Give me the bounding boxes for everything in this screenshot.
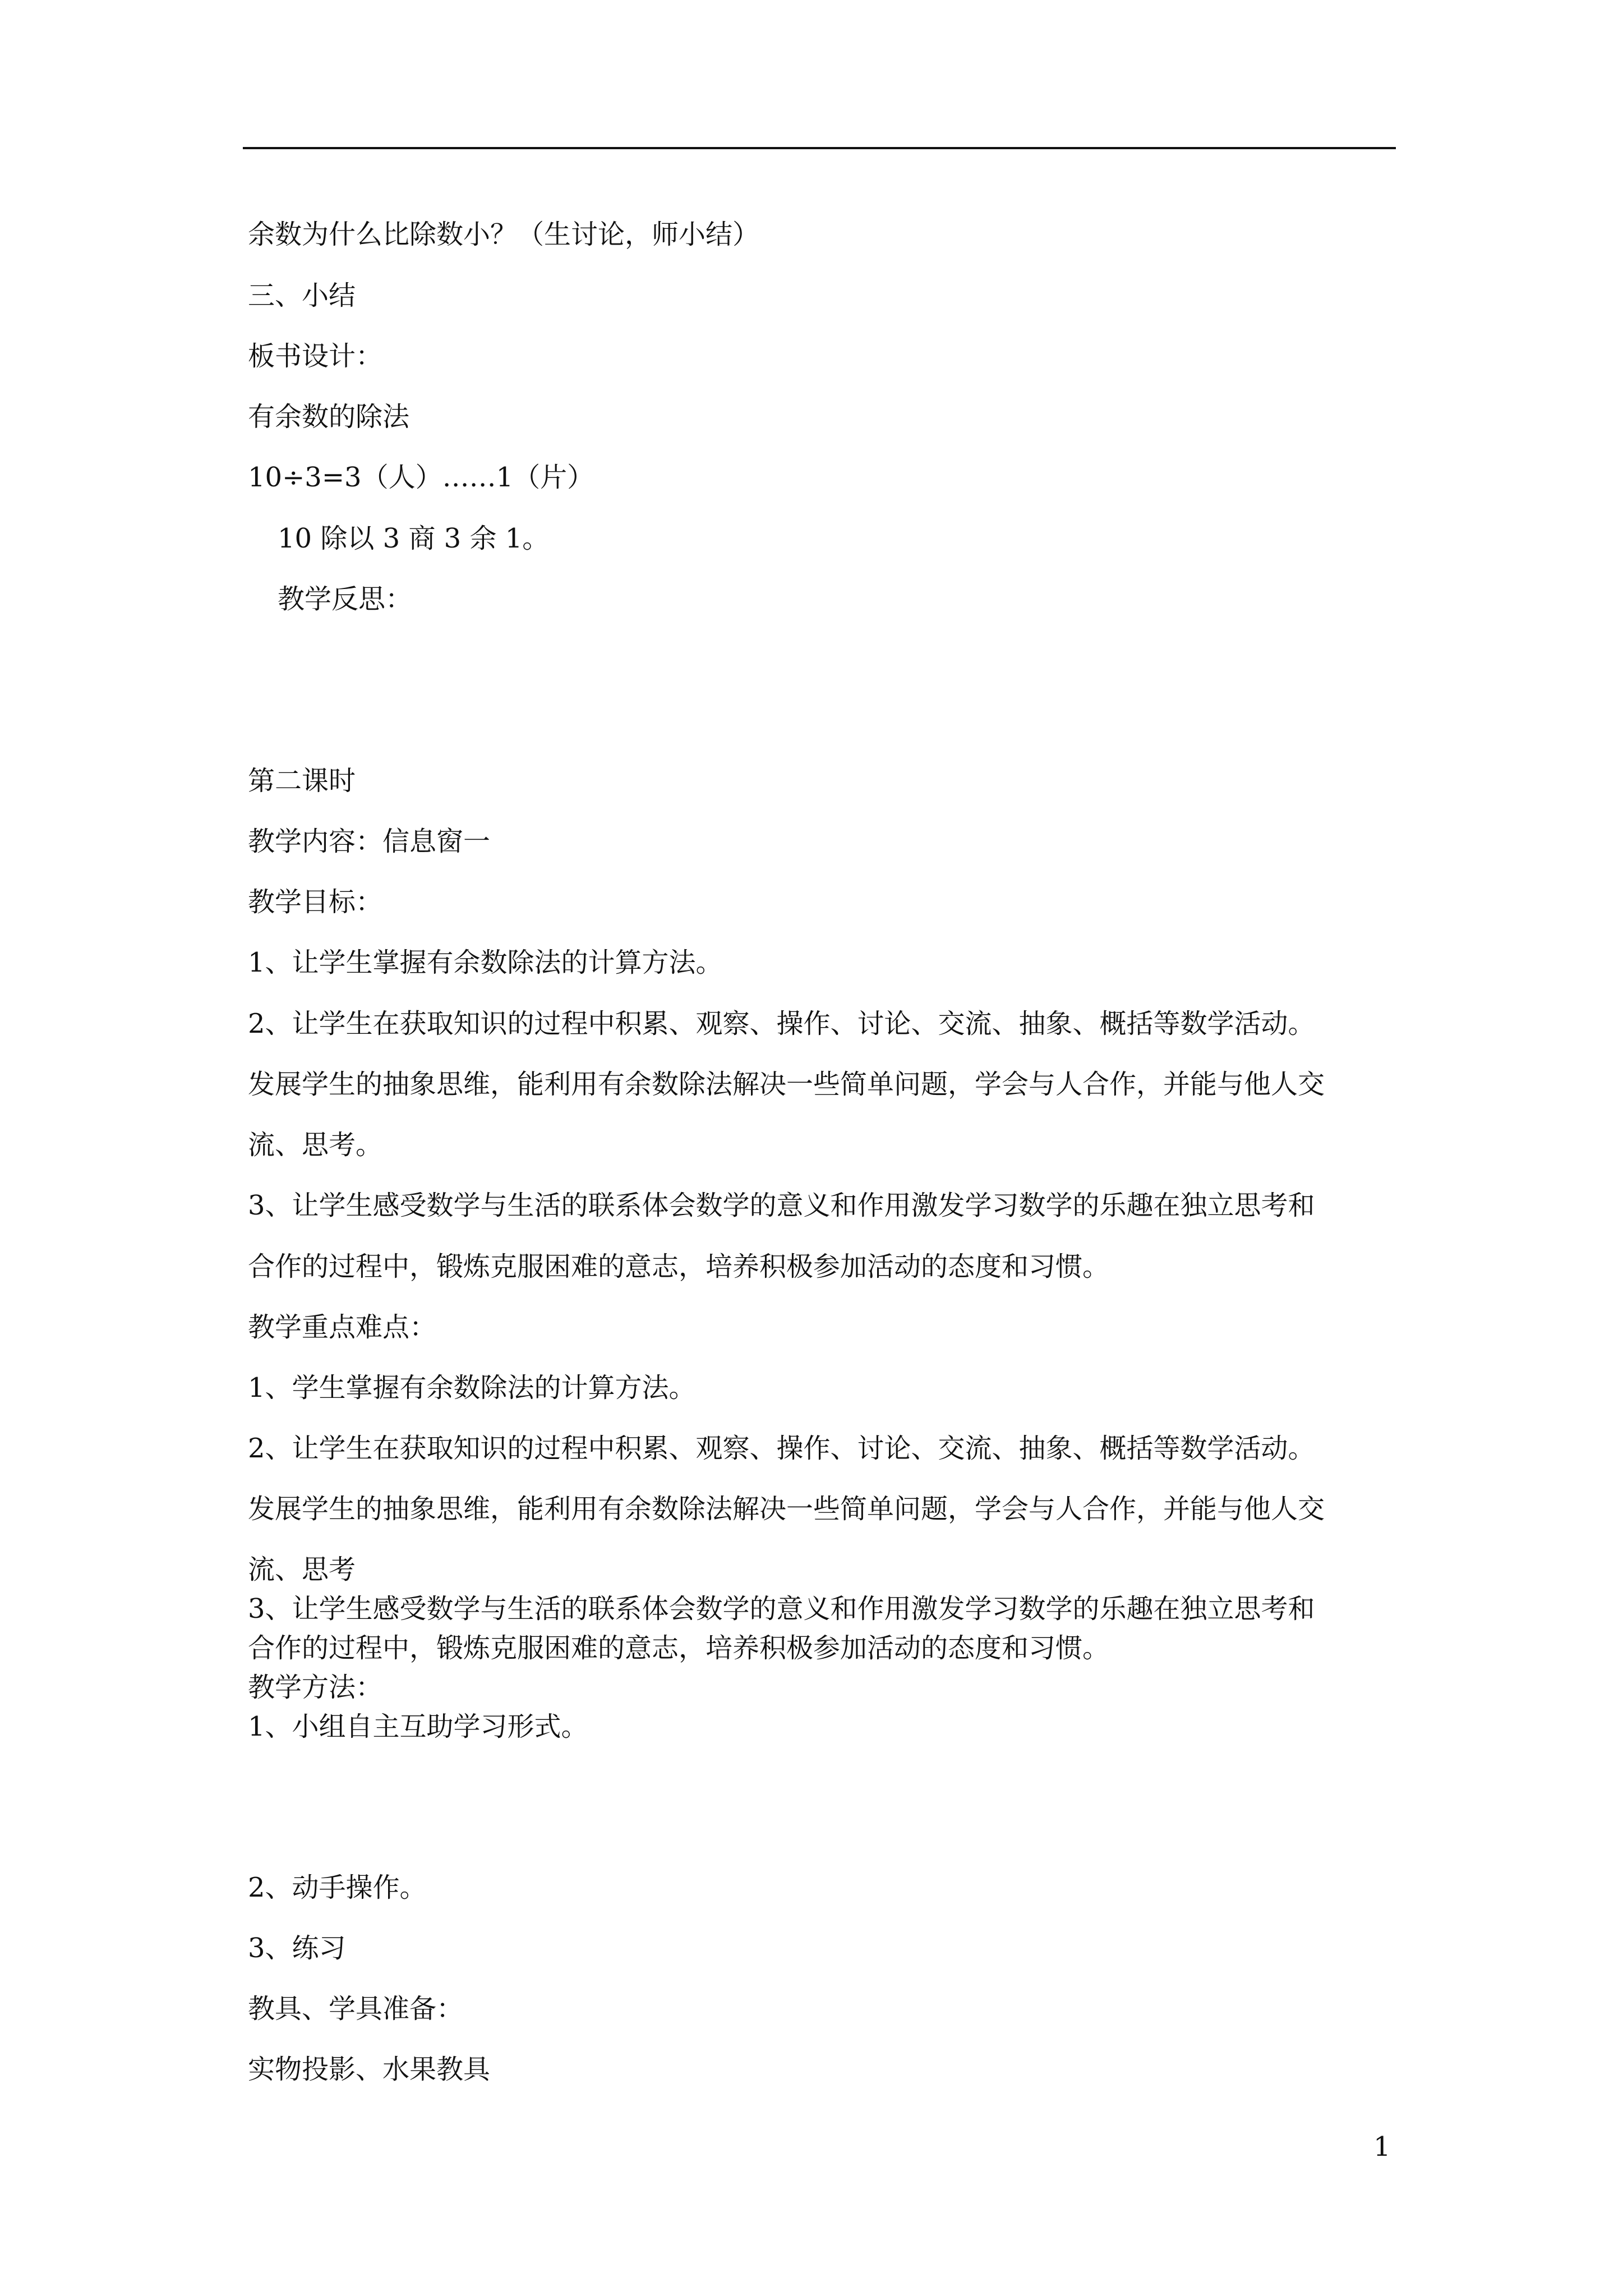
page-number: 1 bbox=[1373, 2131, 1391, 2162]
text-line: 教学内容：信息窗一 bbox=[248, 826, 491, 857]
text-line: 1、学生掌握有余数除法的计算方法。 bbox=[248, 1372, 696, 1404]
text-line: 有余数的除法 bbox=[248, 401, 410, 432]
text-line: 3、让学生感受数学与生活的联系体会数学的意义和作用激发学习数学的乐趣在独立思考和 bbox=[248, 1593, 1315, 1625]
text-line: 10 除以 3 商 3 余 1。 bbox=[278, 523, 550, 554]
header-rule bbox=[243, 147, 1396, 149]
text-line: 流、思考 bbox=[248, 1554, 356, 1585]
text-line: 3、练习 bbox=[248, 1932, 346, 1964]
text-line: 三、小结 bbox=[248, 280, 356, 311]
section-heading: 第二课时 bbox=[248, 765, 356, 797]
text-line: 余数为什么比除数小？（生讨论，师小结） bbox=[248, 219, 760, 250]
text-line: 教具、学具准备： bbox=[248, 1993, 464, 2024]
text-line: 1、让学生掌握有余数除法的计算方法。 bbox=[248, 947, 723, 978]
text-line: 合作的过程中，锻炼克服困难的意志，培养积极参加活动的态度和习惯。 bbox=[248, 1632, 1110, 1664]
text-line: 合作的过程中，锻炼克服困难的意志，培养积极参加活动的态度和习惯。 bbox=[248, 1251, 1110, 1282]
text-line: 3、让学生感受数学与生活的联系体会数学的意义和作用激发学习数学的乐趣在独立思考和 bbox=[248, 1190, 1315, 1221]
text-line: 流、思考。 bbox=[248, 1129, 383, 1161]
text-line: 10÷3=3（人）……1（片） bbox=[248, 462, 594, 493]
text-line: 2、让学生在获取知识的过程中积累、观察、操作、讨论、交流、抽象、概括等数学活动。 bbox=[248, 1008, 1315, 1039]
text-line: 2、动手操作。 bbox=[248, 1872, 427, 1903]
text-line: 教学重点难点： bbox=[248, 1312, 437, 1343]
text-line: 教学反思： bbox=[278, 583, 413, 615]
text-line: 教学目标： bbox=[248, 886, 383, 918]
text-line: 1、小组自主互助学习形式。 bbox=[248, 1711, 588, 1742]
text-line: 实物投影、水果教具 bbox=[248, 2054, 491, 2085]
text-line: 板书设计： bbox=[248, 341, 383, 372]
text-line: 发展学生的抽象思维，能利用有余数除法解决一些简单问题，学会与人合作，并能与他人交 bbox=[248, 1069, 1325, 1100]
text-line: 教学方法： bbox=[248, 1672, 383, 1703]
text-line: 2、让学生在获取知识的过程中积累、观察、操作、讨论、交流、抽象、概括等数学活动。 bbox=[248, 1433, 1315, 1464]
text-line: 发展学生的抽象思维，能利用有余数除法解决一些简单问题，学会与人合作，并能与他人交 bbox=[248, 1493, 1325, 1525]
